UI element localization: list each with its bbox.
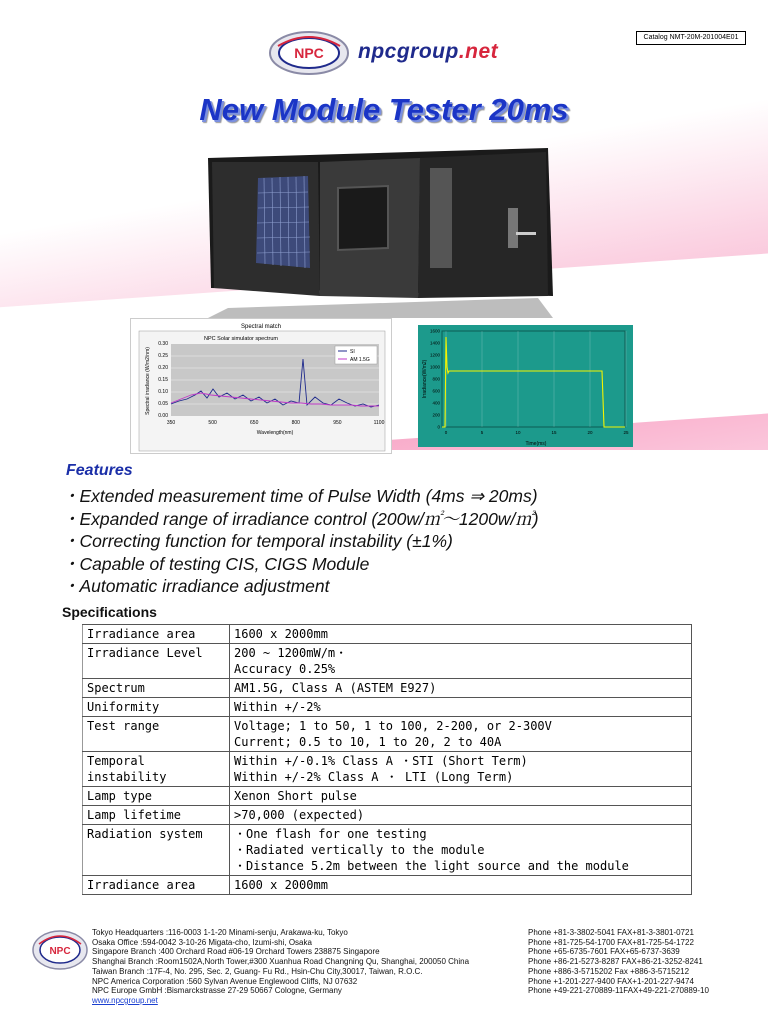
feature-item: ・Capable of testing CIS, CIGS Module: [62, 553, 370, 574]
spec-value: [230, 752, 692, 787]
office-address: NPC America Corporation :560 Sylvan Avenue Englewood Cliffs, NJ 07632: [92, 976, 358, 986]
spec-label: Irradiance area: [83, 625, 230, 644]
spectral-match-chart: [130, 318, 392, 454]
x-tick-label: 25: [623, 430, 629, 435]
svg-text:Time(ms): Time(ms): [525, 441, 547, 447]
svg-text:NPC: NPC: [49, 946, 71, 957]
spec-value-line: Xenon Short pulse: [234, 789, 357, 803]
spec-label: Lamp type: [83, 787, 230, 806]
phone-fax: Phone +65-6735-7601 FAX+65-6737-3639: [528, 947, 680, 957]
feature-item: ・Extended measurement time of Pulse Width (4ms ⇒ 20ms): [62, 486, 538, 506]
y-tick-label: 0.25: [158, 353, 168, 359]
office-phones: [528, 928, 709, 996]
spec-value: [230, 876, 692, 895]
spec-label: Uniformity: [83, 698, 230, 717]
brand-name: npcgroup.net: [358, 40, 499, 63]
spec-value-line: >70,000 (expected): [234, 808, 365, 822]
y-tick-label: 0.05: [158, 401, 168, 407]
x-tick-label: 650: [250, 420, 259, 426]
x-tick-label: 0: [444, 430, 448, 435]
website-link[interactable]: www.npcgroup.net: [92, 995, 158, 1005]
y-tick-label: 1200: [429, 352, 440, 358]
spec-value: [230, 644, 692, 679]
spec-label: Test range: [83, 717, 230, 752]
spec-value: [230, 806, 692, 825]
y-tick-label: 0.15: [158, 377, 168, 383]
spec-value-line: Within +/-0.1% Class A ・STI (Short Term): [234, 754, 528, 768]
spec-value-line: AM1.5G, Class A (ASTEM E927): [234, 681, 437, 695]
spec-label: Irradiance Level: [83, 644, 230, 679]
svg-text:Spectral match: Spectral match: [240, 324, 282, 330]
spec-value-line: 200 ~ 1200mW/m・: [234, 646, 348, 660]
y-tick-label: 0.00: [158, 413, 168, 419]
spec-value-line: 1600 x 2000mm: [234, 878, 328, 892]
phone-fax: Phone +49-221-270889-11FAX+49-221-270889-10: [528, 986, 709, 996]
spec-row: [83, 644, 692, 679]
phone-fax: Phone +81-3-3802-5041 FAX+81-3-3801-0721: [528, 928, 694, 937]
spec-label: Radiation system: [83, 825, 230, 876]
y-tick-label: 400: [432, 400, 440, 406]
spec-label: Spectrum: [83, 679, 230, 698]
spec-row: [83, 717, 692, 752]
spec-value-line: ・Distance 5.2m between the light source and the module: [234, 859, 629, 873]
module-tester-photo: [208, 148, 553, 318]
spec-value-line: Voltage; 1 to 50, 1 to 100, 2-200, or 2-300V: [234, 719, 552, 733]
y-tick-label: 800: [432, 376, 440, 382]
footer-npc-logo: [32, 928, 88, 972]
x-tick-label: 350: [166, 420, 176, 426]
office-address: NPC Europe GmbH :Bismarckstrasse 27-29 50667 Cologne, Germany: [92, 986, 342, 996]
spec-row: [83, 679, 692, 698]
office-addresses: [92, 928, 469, 1006]
x-tick-label: 950: [333, 420, 342, 426]
x-tick-label: 20: [587, 430, 593, 435]
y-tick-label: 1000: [429, 364, 440, 370]
spec-value: [230, 625, 692, 644]
npc-logo: [268, 30, 350, 76]
spec-label: Lamp lifetime: [83, 806, 230, 825]
spec-value: [230, 787, 692, 806]
feature-item: ・Correcting function for temporal instability (±1%): [62, 531, 453, 551]
svg-text:Spectral irradiance (W/m2/nm): Spectral irradiance (W/m2/nm): [145, 347, 151, 415]
x-tick-label: 1100: [373, 420, 385, 426]
spec-value-line: ・One flash for one testing: [234, 827, 427, 841]
spec-value-line: ・Radiated vertically to the module: [234, 843, 485, 857]
y-tick-label: 200: [432, 412, 440, 418]
phone-fax: Phone +86-21-5273-8287 FAX+86-21-3252-8241: [528, 957, 703, 967]
x-tick-label: 10: [515, 430, 521, 435]
spec-row: [83, 625, 692, 644]
spec-value-line: Accuracy 0.25%: [234, 662, 336, 676]
y-tick-label: 600: [432, 388, 440, 394]
x-tick-label: 500: [208, 420, 217, 426]
spec-value: [230, 717, 692, 752]
features-heading: Features: [66, 462, 133, 479]
office-address: Tokyo Headquarters :116-0003 1-1-20 Minami-senju, Arakawa-ku, Tokyo: [92, 928, 348, 937]
feature-item: ・Expanded range of irradiance control (200w/㎡～1200w/㎡): [62, 508, 539, 529]
office-address: Singapore Branch :400 Orchard Road #06-19 Orchard Towers 238875 Singapore: [92, 947, 380, 957]
features-list: [62, 485, 539, 598]
spec-row: [83, 806, 692, 825]
x-tick-label: 15: [551, 430, 557, 435]
spec-label: Irradiance area: [83, 876, 230, 895]
page-title: New Module Tester 20ms: [199, 92, 569, 127]
spec-row: [83, 825, 692, 876]
svg-text:AM 1.5G: AM 1.5G: [350, 357, 370, 363]
y-tick-label: 0.10: [158, 389, 168, 395]
spec-row: [83, 752, 692, 787]
svg-text:Irradiance(W/m2): Irradiance(W/m2): [422, 359, 428, 399]
phone-fax: Phone +81-725-54-1700 FAX+81-725-54-1722: [528, 937, 694, 947]
spec-value: [230, 679, 692, 698]
specifications-table: [82, 624, 692, 895]
svg-text:Wavelength(nm): Wavelength(nm): [256, 430, 294, 436]
spec-row: [83, 698, 692, 717]
spec-label: Temporal instability: [83, 752, 230, 787]
spec-value-line: Within +/-2%: [234, 700, 321, 714]
pulse-waveform-chart: [418, 325, 633, 447]
spec-value: [230, 825, 692, 876]
x-tick-label: 800: [291, 420, 300, 426]
spec-row: [83, 787, 692, 806]
specifications-heading: Specifications: [62, 604, 157, 620]
y-tick-label: 0.20: [158, 365, 168, 371]
spec-value-line: Current; 0.5 to 10, 1 to 20, 2 to 40A: [234, 735, 502, 749]
office-address: Osaka Office :594-0042 3-10-26 Migata-cho, Izumi-shi, Osaka: [92, 937, 312, 947]
phone-fax: Phone +1-201-227-9400 FAX+1-201-227-9474: [528, 976, 694, 986]
y-tick-label: 1400: [429, 340, 440, 346]
spec-value-line: 1600 x 2000mm: [234, 627, 328, 641]
y-tick-label: 0.30: [158, 341, 168, 347]
svg-text:SI: SI: [350, 349, 355, 355]
phone-fax: Phone +886-3-5715202 Fax +886-3-5715212: [528, 966, 690, 976]
office-address: Taiwan Branch :17F-4, No. 295, Sec. 2, Guang- Fu Rd., Hsin-Chu City,30017, Taiwan, R.O.C.: [92, 966, 423, 976]
feature-item: ・Automatic irradiance adjustment: [62, 576, 330, 596]
catalog-number: Catalog NMT-20M-201004E01: [636, 31, 746, 45]
svg-text:NPC: NPC: [294, 45, 324, 61]
spec-value: [230, 698, 692, 717]
svg-text:NPC Solar simulator spectrum: NPC Solar simulator spectrum: [204, 336, 278, 342]
office-address: Shanghai Branch :Room1502A,North Tower,#300 Xuanhua Road Changning Qu, Shanghai, 200050 China: [92, 957, 470, 967]
y-tick-label: 0: [437, 424, 440, 430]
spec-value-line: Within +/-2% Class A ・ LTI (Long Term): [234, 770, 514, 784]
x-tick-label: 5: [480, 430, 484, 435]
y-tick-label: 1600: [429, 328, 440, 334]
spec-row: [83, 876, 692, 895]
